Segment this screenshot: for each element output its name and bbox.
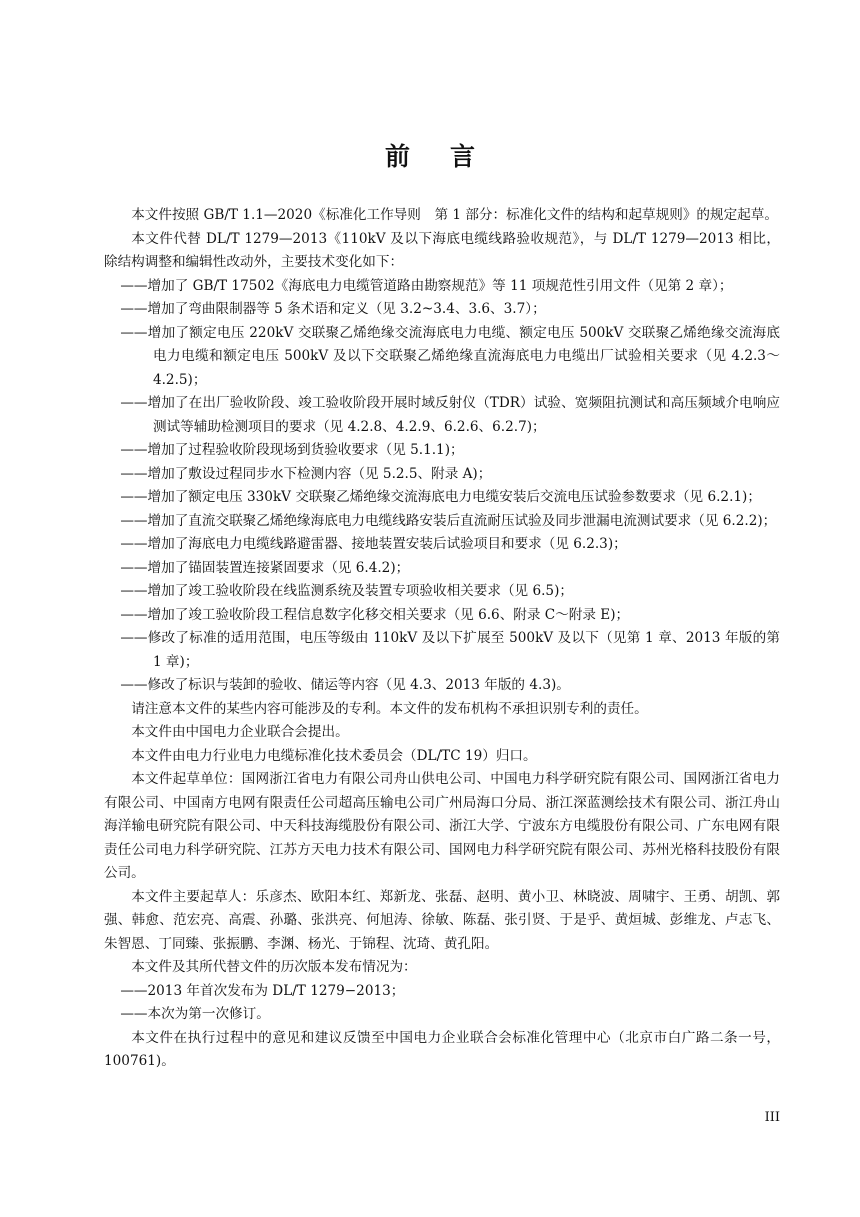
list-item: ——增加了 GB/T 17502《海底电力电缆管道路由勘察规范》等 11 项规范性引用文件（见第 2 章）； xyxy=(120,277,733,294)
title-char-2: 言 xyxy=(450,142,476,171)
history-item: ——本次为第一次修订。 xyxy=(120,1006,270,1022)
list-item: ——增加了额定电压 330kV 交联聚乙烯绝缘交流海底电力电缆安装后交流电压试验参数要求（见 6.2.1)； xyxy=(120,489,761,505)
list-item: ——增加了竣工验收阶段工程信息数字化移交相关要求（见 6.6、附录 C～附录 E)； xyxy=(120,606,630,623)
list-item: ——增加了额定电压 220kV 交联聚乙烯绝缘交流海底电力电缆、额定电压 500kV 交联聚乙烯绝缘交流海底电力电缆和额定电压 500kV 及以下交联聚乙烯绝缘直流海底电力电缆出厂试验相关要求（见 4.2.3～4.2.5)； xyxy=(120,324,780,388)
page-number: III xyxy=(764,1110,780,1125)
page-title xyxy=(0,140,860,174)
list-item: ——增加了锚固装置连接紧固要求（见 6.4.2)； xyxy=(120,559,410,576)
list-item: ——修改了标识与装卸的验收、储运等内容（见 4.3、2013 年版的 4.3)。 xyxy=(120,677,570,693)
committee-paragraph: 本文件由电力行业电力电缆标准化技术委员会（DL/TC 19）归口。 xyxy=(131,747,537,764)
proposer-paragraph: 本文件由中国电力企业联合会提出。 xyxy=(131,724,349,740)
list-item: ——增加了敷设过程同步水下检测内容（见 5.2.5、附录 A)； xyxy=(120,465,492,482)
document-body xyxy=(104,204,780,1074)
list-item: ——增加了竣工验收阶段在线监测系统及装置专项验收相关要求（见 6.5)； xyxy=(120,583,573,599)
title-char-1: 前 xyxy=(384,142,410,171)
patent-notice: 请注意本文件的某些内容可能涉及的专利。本文件的发布机构不承担识别专利的责任。 xyxy=(131,700,648,717)
intro-paragraph: 本文件按照 GB/T 1.1—2020《标准化工作导则 第 1 部分：标准化文件的结构和起草规则》的规定起草。 xyxy=(131,207,778,223)
feedback-paragraph: 本文件在执行过程中的意见和建议反馈至中国电力企业联合会标准化管理中心（北京市白广路二条一号，100761)。 xyxy=(104,1029,780,1069)
list-item: ——修改了标准的适用范围，电压等级由 110kV 及以下扩展至 500kV 及以下（见第 1 章、2013 年版的第 1 章)； xyxy=(120,630,780,670)
history-item: ——2013 年首次发布为 DL/T 1279−2013； xyxy=(120,982,405,999)
list-item: ——增加了海底电力电缆线路避雷器、接地装置安装后试验项目和要求（见 6.2.3)； xyxy=(120,536,627,552)
list-item: ——增加了过程验收阶段现场到货验收要求（见 5.1.1)； xyxy=(120,442,464,458)
list-item: ——增加了在出厂验收阶段、竣工验收阶段开展时域反射仪（TDR）试验、宽频阻抗测试和高压频域介电响应测试等辅助检测项目的要求（见 4.2.8、4.2.9、6.2.6、6.2.7)； xyxy=(120,395,780,435)
drafting-units-paragraph: 本文件起草单位：国网浙江省电力有限公司舟山供电公司、中国电力科学研究院有限公司、国网浙江省电力有限公司、中国南方电网有限责任公司超高压输电公司广州局海口分局、浙江深蓝测绘技术有限公司、浙江舟山海洋输电研究院有限公司、中天科技海缆股份有限公司、浙江大学、宁波东方电缆股份有限公司、广东电网有限责任公司电力科学研究院、江苏方天电力技术有限公司、国网电力科学研究院有限公司、苏州光格科技股份有限公司。 xyxy=(104,771,780,881)
list-item: ——增加了弯曲限制器等 5 条术语和定义（见 3.2~3.4、3.6、3.7）； xyxy=(120,301,546,317)
changes-list xyxy=(104,275,780,698)
history-intro-paragraph: 本文件及其所代替文件的历次版本发布情况为： xyxy=(131,959,417,975)
drafters-paragraph: 本文件主要起草人：乐彦杰、欧阳本红、郑新龙、张磊、赵明、黄小卫、林晓波、周啸宇、王勇、胡凯、郭强、韩愈、范宏亮、高震、孙璐、张洪亮、何旭涛、徐敏、陈磊、张引贤、于是乎、黄烜城、彭维龙、卢志飞、朱智恩、丁同臻、张振鹏、李渊、杨光、于锦程、沈琦、黄孔阳。 xyxy=(104,888,780,952)
list-item: ——增加了直流交联聚乙烯绝缘海底电力电缆线路安装后直流耐压试验及同步泄漏电流测试要求（见 6.2.2)； xyxy=(120,512,777,529)
replacement-paragraph: 本文件代替 DL/T 1279—2013《110kV 及以下海底电缆线路验收规范》，与 DL/T 1279—2013 相比，除结构调整和编辑性改动外，主要技术变化如下： xyxy=(104,230,780,270)
